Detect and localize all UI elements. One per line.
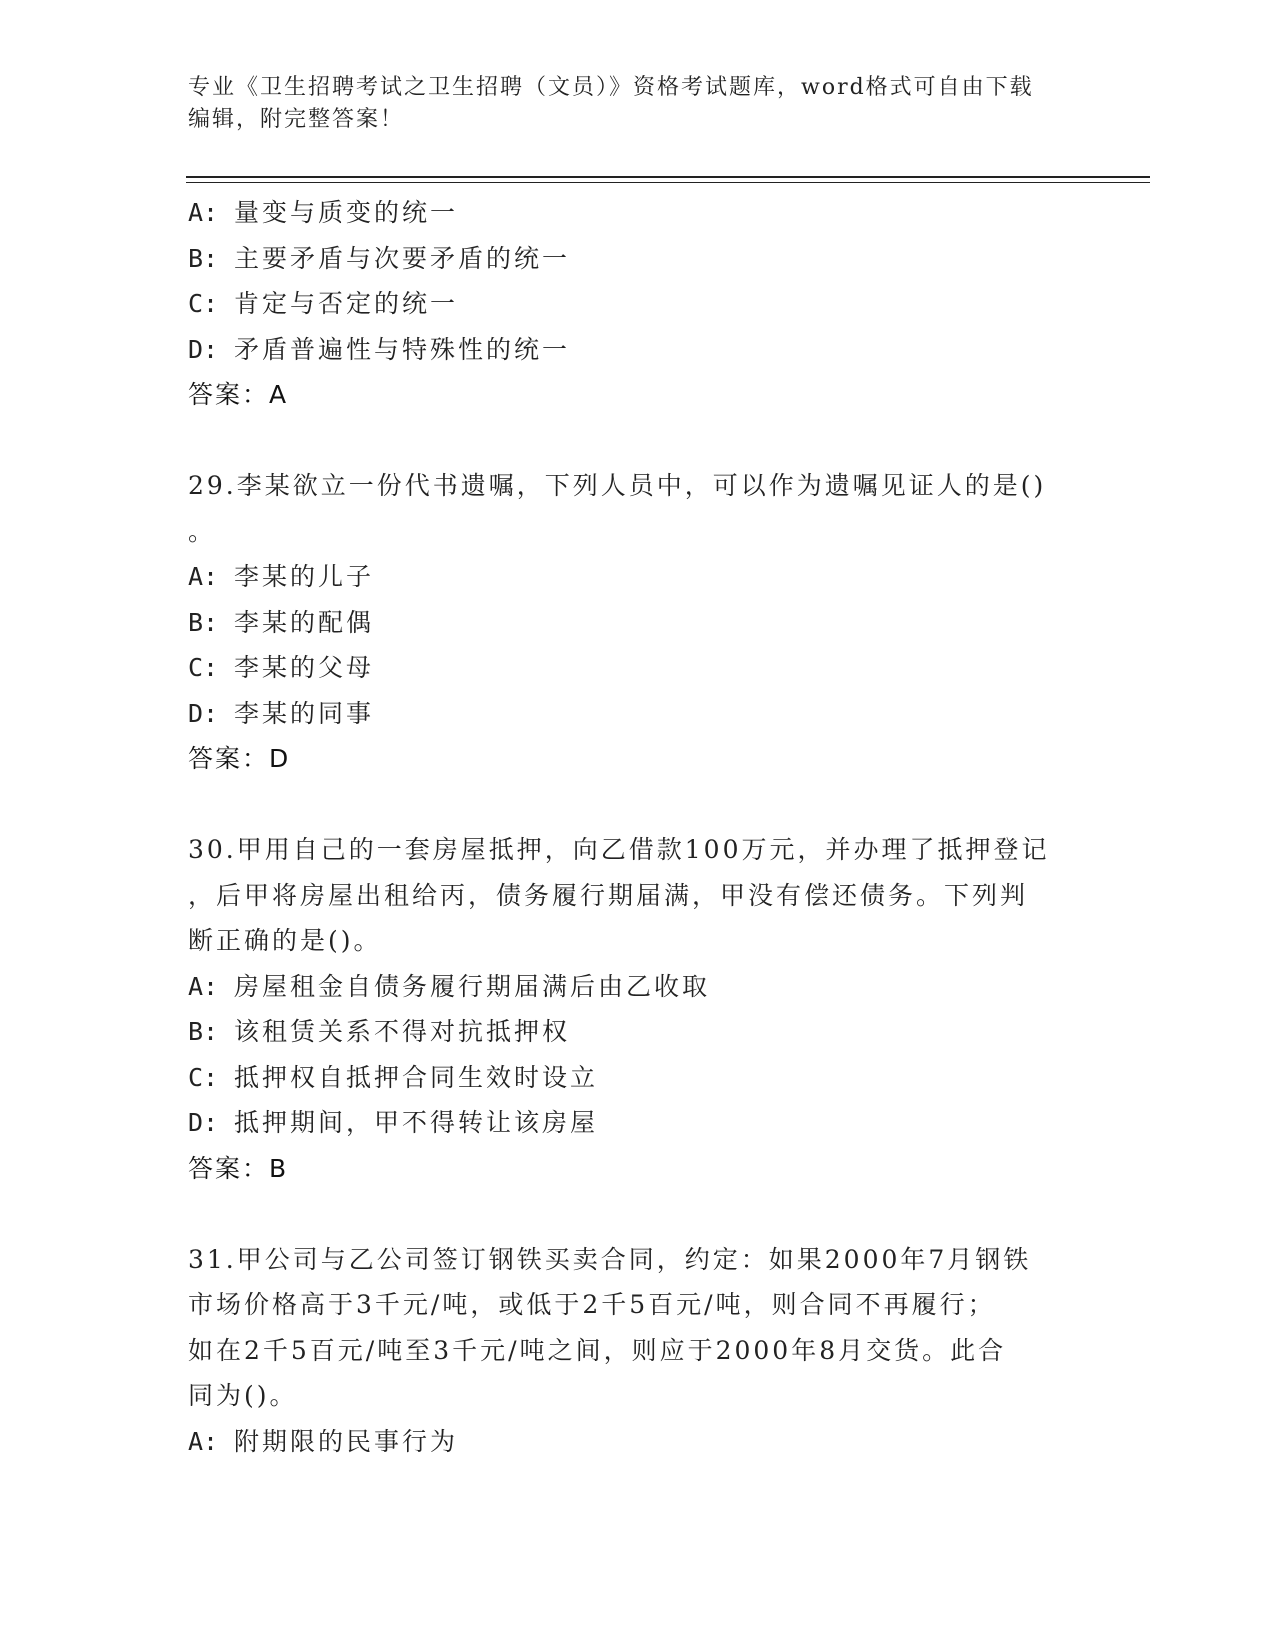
option-text: 量变与质变的统一	[234, 198, 459, 227]
option-text: 矛盾普遍性与特殊性的统一	[234, 334, 571, 364]
option-b	[188, 600, 1088, 646]
question-content	[188, 190, 1088, 1464]
header-divider-thin	[186, 182, 1150, 183]
option-a	[188, 554, 1088, 600]
option-letter: A:	[188, 562, 219, 591]
header-divider-thick	[186, 176, 1150, 178]
option-letter: C:	[188, 289, 219, 318]
option-c	[188, 1055, 1088, 1101]
option-letter: C:	[188, 653, 219, 682]
question-stem-line: 如在2千5百元/吨至3千元/吨之间，则应于2000年8月交货。此合	[188, 1335, 1007, 1365]
option-a	[188, 964, 1088, 1010]
answer-line: 答案：A	[188, 380, 289, 409]
question-stem-line: 30.甲用自己的一套房屋抵押，向乙借款100万元，并办理了抵押登记	[188, 835, 1050, 864]
question-stem-line: 31.甲公司与乙公司签订钢铁买卖合同，约定：如果2000年7月钢铁	[188, 1244, 1032, 1274]
option-d	[188, 1100, 1088, 1146]
option-text: 李某的父母	[234, 653, 375, 682]
option-letter: D:	[188, 1108, 219, 1137]
spacer	[188, 418, 1088, 464]
question-stem-line: 29.李某欲立一份代书遗嘱，下列人员中，可以作为遗嘱见证人的是()	[188, 471, 1047, 500]
answer-line: 答案：B	[188, 1153, 289, 1183]
option-letter: A:	[188, 198, 219, 227]
option-c	[188, 281, 1088, 327]
option-text: 该租赁关系不得对抗抵押权	[234, 1017, 571, 1046]
option-d	[188, 691, 1088, 737]
option-text: 李某的同事	[234, 698, 375, 728]
header-line-2: 编辑，附完整答案！	[188, 107, 405, 132]
spacer	[188, 1191, 1088, 1237]
question-31	[188, 1237, 1088, 1465]
question-stem-line: 断正确的是()。	[188, 926, 382, 955]
option-letter: A:	[188, 1426, 219, 1456]
option-a	[188, 1419, 1088, 1465]
header-line-1: 专业《卫生招聘考试之卫生招聘（文员）》资格考试题库，word格式可自由下载	[188, 75, 1034, 100]
question-28	[188, 190, 1088, 418]
option-b	[188, 236, 1088, 282]
option-text: 抵押权自抵押合同生效时设立	[234, 1062, 599, 1092]
option-letter: A:	[188, 971, 219, 1001]
option-letter: B:	[188, 1017, 219, 1046]
option-a	[188, 190, 1088, 236]
option-letter: C:	[188, 1062, 219, 1092]
option-text: 附期限的民事行为	[234, 1426, 459, 1456]
option-letter: D:	[188, 334, 219, 364]
option-text: 肯定与否定的统一	[234, 289, 459, 318]
option-text: 李某的儿子	[234, 562, 375, 591]
question-30	[188, 827, 1088, 1191]
spacer	[188, 782, 1088, 828]
option-letter: B:	[188, 243, 219, 273]
option-text: 李某的配偶	[234, 607, 375, 637]
answer-line: 答案：D	[188, 744, 291, 773]
question-stem-line: ，后甲将房屋出租给丙，债务履行期届满，甲没有偿还债务。下列判	[188, 880, 1029, 910]
option-letter: B:	[188, 607, 219, 637]
option-letter: D:	[188, 698, 219, 728]
question-stem-line: 。	[188, 516, 217, 546]
option-text: 抵押期间，甲不得转让该房屋	[234, 1108, 599, 1137]
option-text: 主要矛盾与次要矛盾的统一	[234, 243, 571, 273]
question-stem-line: 市场价格高于3千元/吨，或低于2千5百元/吨，则合同不再履行；	[188, 1290, 996, 1319]
option-b	[188, 1009, 1088, 1055]
option-d	[188, 327, 1088, 373]
option-text: 房屋租金自债务履行期届满后由乙收取	[234, 971, 711, 1001]
option-c	[188, 645, 1088, 691]
page-header	[188, 72, 1068, 136]
question-stem-line: 同为()。	[188, 1381, 298, 1410]
question-29	[188, 463, 1088, 782]
